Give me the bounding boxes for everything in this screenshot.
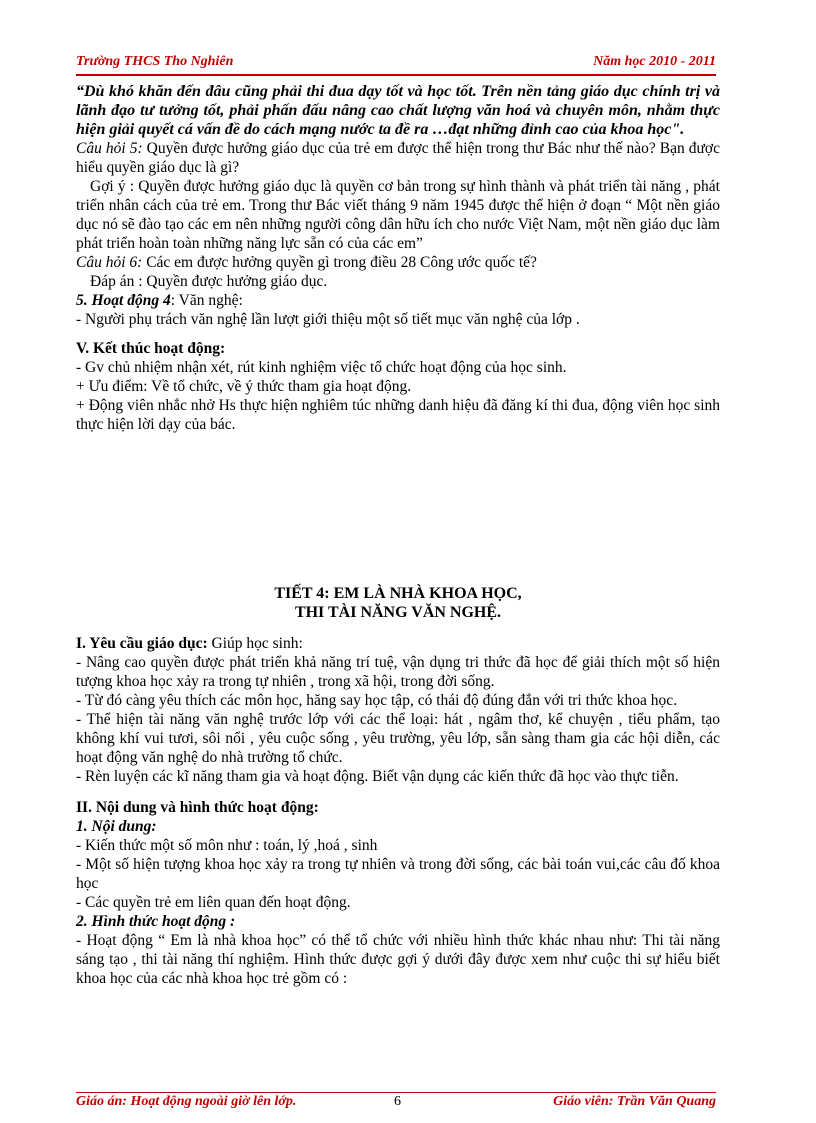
section-1-item: - Thể hiện tài năng văn nghệ trước lớp với các thể loại: hát , ngâm thơ, kể chuyện , tiểu phẩm, tạo không khí vui tươi, sôi nổi , yêu cuộc sống , yêu trường, yêu lớp, sẵn sàng tham gia các hội diễn, các hoạt động văn nghệ do nhà trường tổ chức. — [76, 711, 720, 766]
activity-4-text: : Văn nghệ: — [170, 292, 243, 309]
question-6-text: Các em được hưởng quyền gì trong điều 28 Công ước quốc tế? — [142, 254, 537, 271]
school-name: Trường THCS Tho Nghiên — [76, 54, 234, 69]
header-divider — [76, 74, 716, 76]
footer-teacher: Giáo viên: Trần Văn Quang — [553, 1094, 716, 1109]
lesson-title-line1: TIẾT 4: EM LÀ NHÀ KHOA HỌC, — [274, 585, 522, 602]
question-6-label: Câu hỏi 6: — [76, 254, 143, 271]
answer-paragraph: Đáp án : Quyền được hưởng giáo dục. — [90, 273, 328, 290]
activity-4-label: 5. Hoạt động 4 — [76, 292, 171, 309]
footer-divider — [76, 1092, 716, 1093]
section-2-sub1: 1. Nội dung: — [76, 818, 157, 835]
section-2-sub1-item: - Kiến thức một số môn như : toán, lý ,hoá , sinh — [76, 837, 378, 854]
section-2-sub1-item: - Các quyền trẻ em liên quan đến hoạt động. — [76, 894, 351, 911]
activity-4 — [76, 291, 720, 310]
section-1-heading-label: I. Yêu cầu giáo dục: — [76, 635, 208, 652]
document-body — [76, 82, 720, 988]
section-2-sub2-item: - Hoạt động “ Em là nhà khoa học” có thể tổ chức với nhiều hình thức khác nhau như: Thi tài năng sáng tạo , thi tài năng thí nghiệm. Hình thức được gợi ý dưới đây được xem như cuộc thi sự hiểu biết khoa học của các nhà khoa học trẻ gồm có : — [76, 932, 720, 987]
section-2-heading: II. Nội dung và hình thức hoạt động: — [76, 799, 319, 816]
activity-4-item: - Người phụ trách văn nghệ lần lượt giới thiệu một số tiết mục văn nghệ của lớp . — [76, 311, 580, 328]
lesson-title-line2: THI TÀI NĂNG VĂN NGHỆ. — [294, 604, 502, 621]
section-1-item: - Rèn luyện các kĩ năng tham gia và hoạt động. Biết vận dụng các kiến thức đã học vào thực tiễn. — [76, 768, 679, 785]
section-1-heading-tail: Giúp học sinh: — [207, 635, 303, 652]
quote-paragraph: “Dù khó khăn đến đâu cũng phải thi đua dạy tốt và học tốt. Trên nền tảng giáo dục chính trị và lãnh đạo tư tưởng tốt, phải phấn đấu nâng cao chất lượng văn hoá và chuyên môn, nhằm thực hiện giải quyết cá vấn đề do cách mạng nước ta đề ra …đạt những đỉnh cao của khoa học". — [76, 83, 720, 138]
school-year: Năm học 2010 - 2011 — [593, 54, 716, 69]
section-5-heading: V. Kết thúc hoạt động: — [76, 340, 226, 357]
section-1-item: - Nâng cao quyền được phát triển khả năng trí tuệ, vận dụng tri thức đã học để giải thích một số hiện tượng khoa học xảy ra trong tự nhiên , trong xã hội, trong đời sống. — [76, 654, 720, 690]
section-1-heading — [76, 634, 720, 653]
section-5-item: - Gv chủ nhiệm nhận xét, rút kinh nghiệm việc tổ chức hoạt động của học sinh. — [76, 359, 567, 376]
question-6 — [76, 253, 720, 272]
section-5-item: + Động viên nhắc nhở Hs thực hiện nghiêm túc những danh hiệu đã đăng kí thi đua, động viên học sinh thực hiện lời dạy của bác. — [76, 397, 720, 433]
section-2-sub2: 2. Hình thức hoạt động : — [76, 913, 236, 930]
question-5-label: Câu hỏi 5: — [76, 140, 143, 157]
page-footer — [76, 1094, 716, 1116]
question-5 — [76, 139, 720, 177]
footer-lesson-plan: Giáo án: Hoạt động ngoài giờ lên lớp. — [76, 1094, 297, 1109]
section-5-item: + Ưu điểm: Về tổ chức, về ý thức tham gia hoạt động. — [76, 378, 412, 395]
section-2-sub1-item: - Một số hiện tượng khoa học xảy ra trong tự nhiên và trong đời sống, các bài toán vui,các câu đố khoa học — [76, 856, 720, 892]
section-1-item: - Từ đó càng yêu thích các môn học, hăng say học tập, có thái độ đúng đắn với tri thức khoa học. — [76, 692, 678, 709]
page-number: 6 — [394, 1094, 401, 1109]
question-5-text: Quyền được hưởng giáo dục của trẻ em được thể hiện trong thư Bác như thế nào? Bạn được hiểu quyền giáo dục là gì? — [76, 140, 721, 176]
hint-paragraph: Gợi ý : Quyền được hưởng giáo dục là quyền cơ bản trong sự hình thành và phát triển tài năng , phát triển nhân cách của trẻ em. Trong thư Bác viết tháng 9 năm 1945 được thể hiện ở đoạn “ Một nền giáo dục nó sẽ đào tạo các em nên những người công dân hữu ích cho nước Việt Nam, một nền giáo dục làm phát triển hoàn toàn những năng lực sẵn có của các em” — [76, 178, 720, 252]
